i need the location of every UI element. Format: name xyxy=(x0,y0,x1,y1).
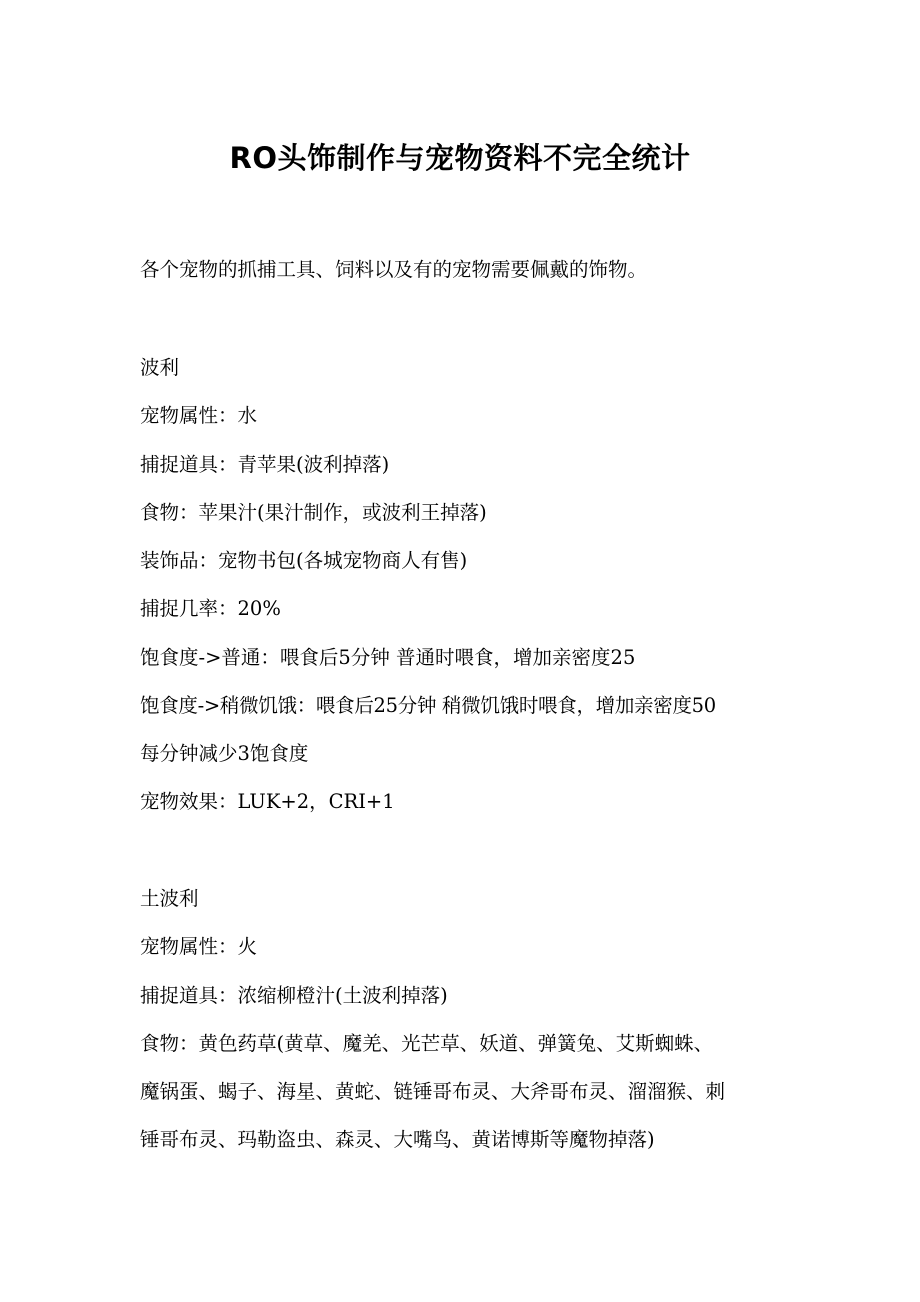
pet-attribute: 宠物属性：水 xyxy=(140,404,258,427)
pet-accessory: 装饰品：宠物书包(各城宠物商人有售) xyxy=(140,549,468,572)
pet-capture-item: 捕捉道具：青苹果(波利掉落) xyxy=(140,453,390,476)
pet-name-drops: 土波利 xyxy=(140,887,199,910)
pet-hunger-decrease: 每分钟减少3饱食度 xyxy=(140,742,309,765)
pet-food: 食物：苹果汁(果汁制作，或波利王掉落) xyxy=(140,501,487,524)
pet-name-poring: 波利 xyxy=(140,356,180,379)
pet-hunger-normal: 饱食度->普通：喂食后5分钟 普通时喂食，增加亲密度25 xyxy=(140,646,636,669)
pet-food-line-1: 食物：黄色药草(黄草、魔羌、光芒草、妖道、弹簧兔、艾斯蜘蛛、 xyxy=(140,1032,714,1055)
pet-capture-rate: 捕捉几率：20% xyxy=(140,597,281,620)
intro-text: 各个宠物的抓捕工具、饲料以及有的宠物需要佩戴的饰物。 xyxy=(140,258,648,281)
pet-hunger-slight: 饱食度->稍微饥饿：喂食后25分钟 稍微饥饿时喂食，增加亲密度50 xyxy=(140,694,716,717)
pet-capture-item: 捕捉道具：浓缩柳橙汁(土波利掉落) xyxy=(140,984,448,1007)
pet-effect: 宠物效果：LUK+2，CRI+1 xyxy=(140,790,395,813)
document-title: RO头饰制作与宠物资料不完全统计 xyxy=(229,141,691,175)
pet-food-line-3: 锤哥布灵、玛勒盗虫、森灵、大嘴鸟、黄诺博斯等魔物掉落) xyxy=(140,1128,655,1151)
pet-attribute: 宠物属性：火 xyxy=(140,935,258,958)
pet-food-line-2: 魔锅蛋、蝎子、海星、黄蛇、链锤哥布灵、大斧哥布灵、溜溜猴、刺 xyxy=(140,1080,726,1103)
